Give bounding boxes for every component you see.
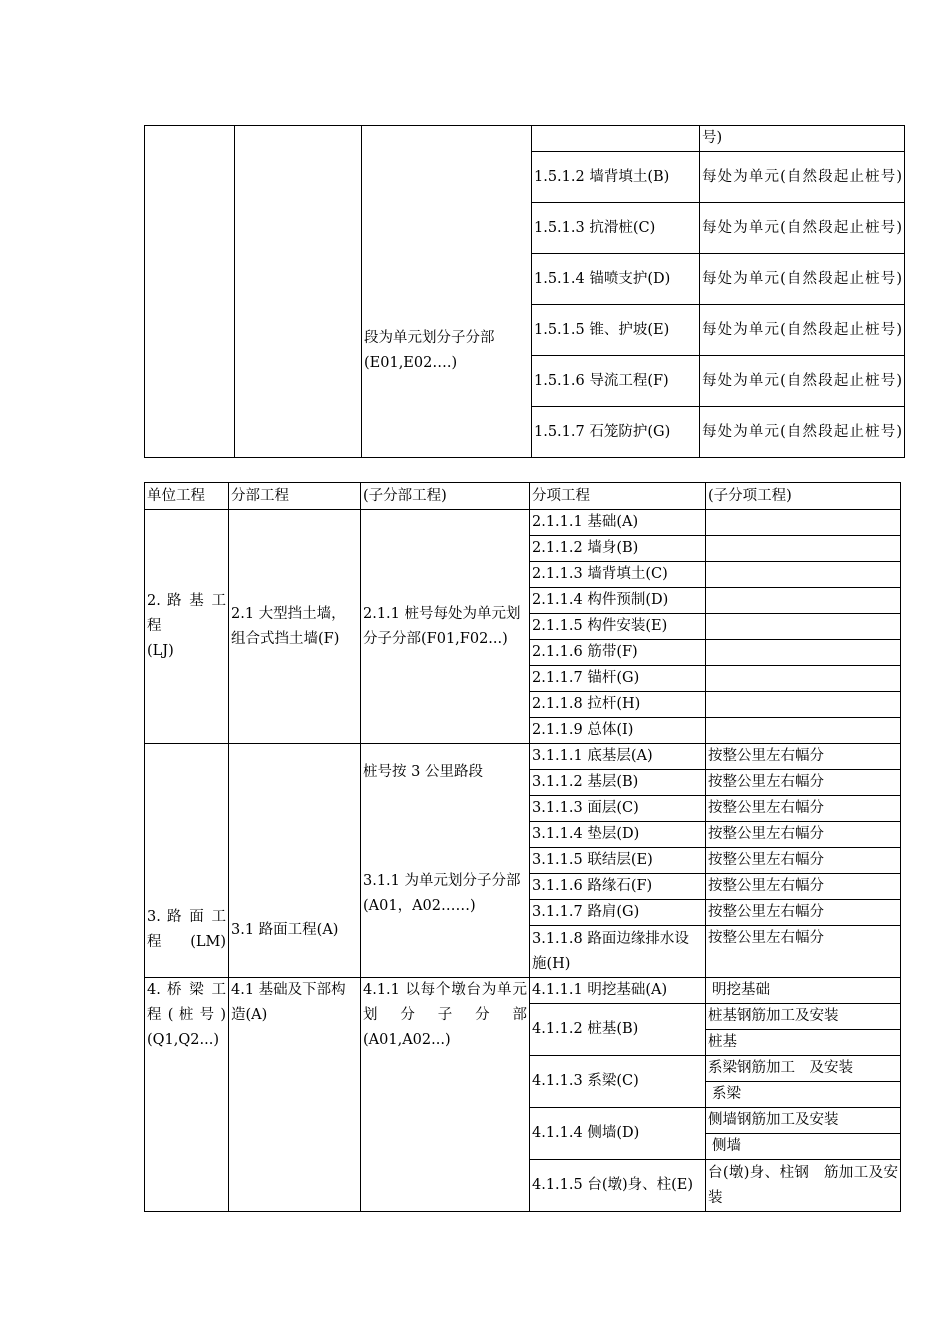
note-cell: 每处为单元(自然段起止桩号)	[700, 305, 905, 356]
division-cell-lj: 2.1 大型挡土墙，组合式挡土墙(F)	[229, 510, 361, 744]
table-cell-empty	[532, 126, 700, 152]
item-cell: 2.1.1.6 筋带(F)	[530, 640, 706, 666]
subitem-cell: 侧墙钢筋加工及安装 侧墙	[706, 1108, 901, 1160]
header-unit: 单位工程	[145, 483, 229, 510]
subitem-cell: 按整公里左右幅分	[706, 848, 901, 874]
subdivision-cell: 段为单元划分子分部(E01,E02….)	[362, 126, 532, 458]
subitem-cell: 按整公里左右幅分	[706, 874, 901, 900]
note-cell: 每处为单元(自然段起止桩号)	[700, 203, 905, 254]
division-cell-lm: 3.1 路面工程(A)	[229, 744, 361, 978]
unit-cell-lm: 3. 路 面 工程(LM)	[145, 744, 229, 978]
item-cell: 3.1.1.6 路缘石(F)	[530, 874, 706, 900]
subitem-cell	[706, 640, 901, 666]
header-subitem: (子分项工程)	[706, 483, 901, 510]
item-cell: 2.1.1.8 拉杆(H)	[530, 692, 706, 718]
subitem-cell: 按整公里左右幅分	[706, 796, 901, 822]
unit-cell-ql: 4. 桥 梁 工程 ( 桩 号 ) (Q1,Q2...)	[145, 978, 229, 1212]
division-cell-ql: 4.1 基础及下部构造(A)	[229, 978, 361, 1212]
subitem-cell: 按整公里左右幅分	[706, 926, 901, 978]
item-cell: 4.1.1.1 明挖基础(A)	[530, 978, 706, 1004]
item-cell: 1.5.1.2 墙背填土(B)	[532, 152, 700, 203]
subdivision-cell-lj: 2.1.1 桩号每处为单元划分子分部(F01,F02...)	[361, 510, 530, 744]
item-cell: 2.1.1.9 总体(I)	[530, 718, 706, 744]
subitem-cell	[706, 588, 901, 614]
subdivision-cell-lm: 桩号按 3 公里路段 3.1.1 为单元划分子分部(A01，A02……)	[361, 744, 530, 978]
subitem-cell	[706, 510, 901, 536]
item-cell: 2.1.1.3 墙背填土(C)	[530, 562, 706, 588]
subitem-cell	[706, 718, 901, 744]
item-cell: 3.1.1.7 路肩(G)	[530, 900, 706, 926]
item-cell: 4.1.1.2 桩基(B)	[530, 1004, 706, 1056]
table-division	[144, 482, 901, 1212]
item-cell: 3.1.1.8 路面边缘排水设施(H)	[530, 926, 706, 978]
subitem-cell: 明挖基础	[706, 978, 901, 1004]
subitem-cell	[706, 692, 901, 718]
item-cell: 3.1.1.5 联结层(E)	[530, 848, 706, 874]
item-cell: 1.5.1.5 锥、护坡(E)	[532, 305, 700, 356]
item-cell: 3.1.1.4 垫层(D)	[530, 822, 706, 848]
item-cell: 2.1.1.4 构件预制(D)	[530, 588, 706, 614]
item-cell: 2.1.1.1 基础(A)	[530, 510, 706, 536]
subitem-cell: 台(墩)身、柱钢 筋加工及安装	[706, 1160, 901, 1212]
item-cell: 4.1.1.4 侧墙(D)	[530, 1108, 706, 1160]
subitem-cell	[706, 666, 901, 692]
subitem-cell: 按整公里左右幅分	[706, 770, 901, 796]
subitem-cell: 系梁钢筋加工 及安装 系梁	[706, 1056, 901, 1108]
subitem-cell	[706, 536, 901, 562]
item-cell: 1.5.1.7 石笼防护(G)	[532, 407, 700, 458]
subdivision-cell-ql: 4.1.1 以每个墩台为单元 划 分 子 分 部(A01,A02...)	[361, 978, 530, 1212]
subitem-cell	[706, 562, 901, 588]
header-subdivision: (子分部工程)	[361, 483, 530, 510]
subitem-cell: 按整公里左右幅分	[706, 822, 901, 848]
item-cell: 3.1.1.2 基层(B)	[530, 770, 706, 796]
item-cell: 4.1.1.5 台(墩)身、柱(E)	[530, 1160, 706, 1212]
item-cell: 3.1.1.1 底基层(A)	[530, 744, 706, 770]
subitem-cell	[706, 614, 901, 640]
subitem-cell: 按整公里左右幅分	[706, 900, 901, 926]
header-division: 分部工程	[229, 483, 361, 510]
table-cell-empty	[145, 126, 235, 458]
item-cell: 2.1.1.5 构件安装(E)	[530, 614, 706, 640]
note-cell: 每处为单元(自然段起止桩号)	[700, 407, 905, 458]
table-header-row	[145, 483, 901, 510]
item-cell: 2.1.1.2 墙身(B)	[530, 536, 706, 562]
subitem-cell: 按整公里左右幅分	[706, 744, 901, 770]
item-cell: 4.1.1.3 系梁(C)	[530, 1056, 706, 1108]
item-cell: 1.5.1.3 抗滑桩(C)	[532, 203, 700, 254]
item-cell: 2.1.1.7 锚杆(G)	[530, 666, 706, 692]
item-cell: 1.5.1.6 导流工程(F)	[532, 356, 700, 407]
note-cell: 每处为单元(自然段起止桩号)	[700, 152, 905, 203]
unit-cell-lj: 2. 路 基 工程 (LJ)	[145, 510, 229, 744]
note-cell: 号)	[700, 126, 905, 152]
table-cell-empty	[235, 126, 362, 458]
header-item: 分项工程	[530, 483, 706, 510]
note-cell: 每处为单元(自然段起止桩号)	[700, 356, 905, 407]
item-cell: 1.5.1.4 锚喷支护(D)	[532, 254, 700, 305]
table-continuation	[144, 125, 905, 458]
note-cell: 每处为单元(自然段起止桩号)	[700, 254, 905, 305]
subitem-cell: 桩基钢筋加工及安装 桩基	[706, 1004, 901, 1056]
item-cell: 3.1.1.3 面层(C)	[530, 796, 706, 822]
